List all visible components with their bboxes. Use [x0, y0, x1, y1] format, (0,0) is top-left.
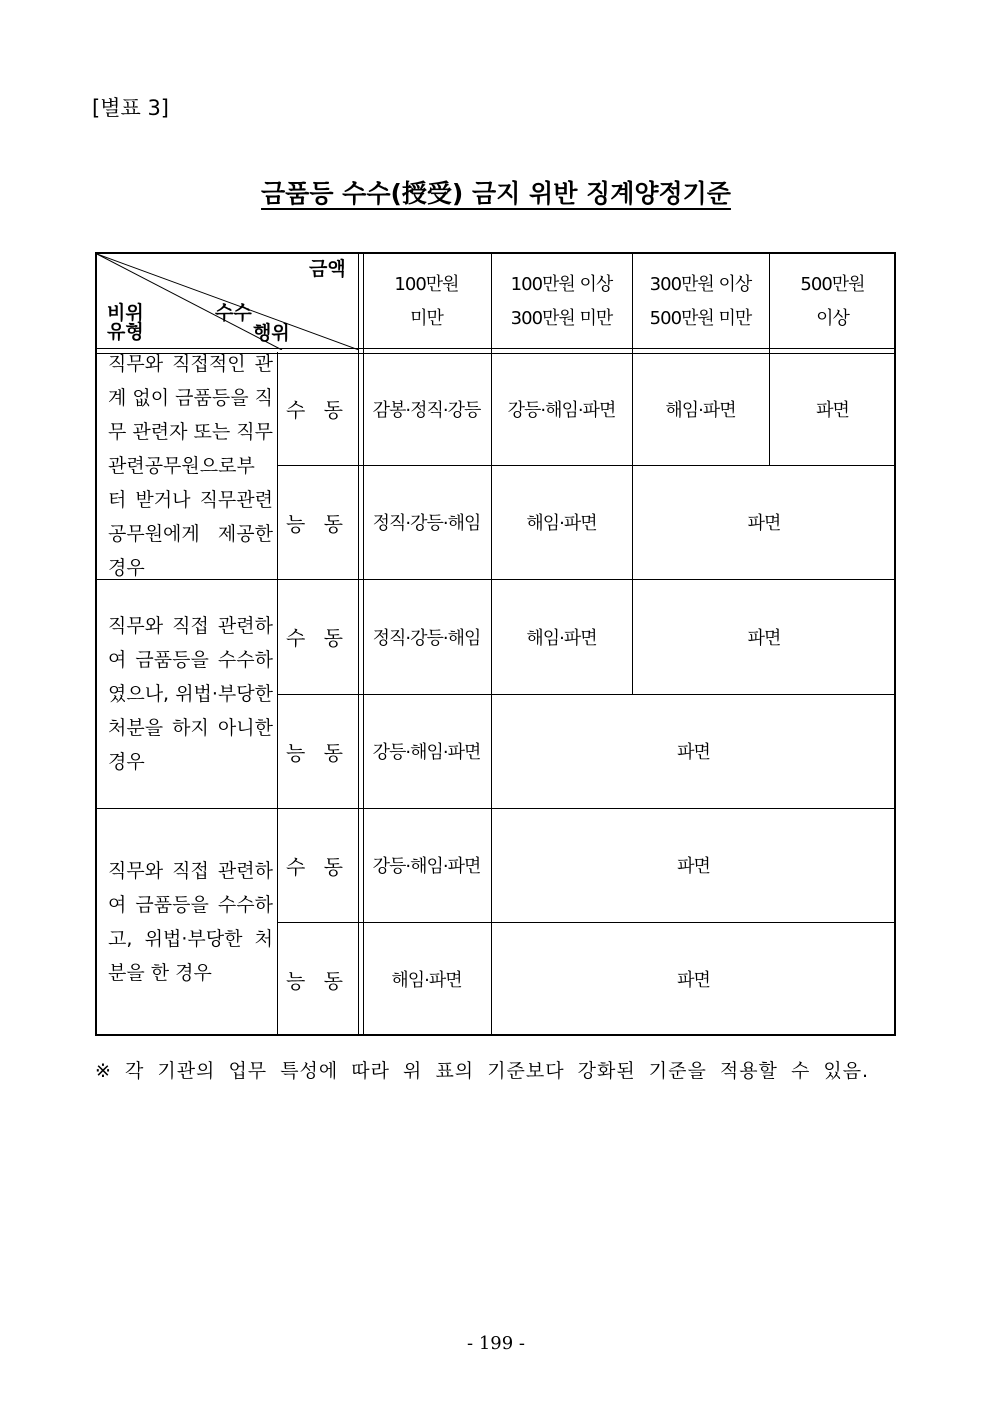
penalty-cell: 강등·해임·파면: [372, 856, 481, 877]
penalty-cell: 해임·파면: [391, 970, 462, 991]
penalty-cell: 해임·파면: [526, 627, 597, 649]
header-col-2: 100만원 이상 300만원 미만: [510, 274, 613, 329]
penalty-cell: 파면: [677, 970, 710, 991]
penalty-cell: 해임·파면: [526, 513, 597, 534]
footnote: ※ 각 기관의 업무 특성에 따라 위 표의 기준보다 강화된 기준을 적용할 수 있음.: [95, 1060, 870, 1082]
penalty-cell: 파면: [677, 856, 710, 877]
penalty-cell: 정직·강등·해임: [372, 627, 481, 649]
category-cell: 직무와 직접 관련하여 금품등을 수수하고, 위법·부당한 처분을 한 경우: [108, 860, 273, 984]
penalty-cell: 강등·해임·파면: [372, 742, 481, 763]
corner-act-label: 행위: [253, 322, 290, 344]
header-col-4: 500만원 이상: [800, 274, 865, 329]
corner-giving-label: 수수: [215, 302, 252, 324]
corner-type-top-label: 비위: [107, 302, 144, 324]
penalty-cell: 강등·해임·파면: [507, 399, 616, 421]
penalty-cell: 파면: [816, 399, 849, 421]
penalty-cell: 파면: [677, 742, 710, 763]
category-cell: 직무와 직접 관련하여 금품등을 수수하였으나, 위법·부당한 처분을 하지 아니한 경우: [108, 614, 273, 773]
corner-type-bottom-label: 유형: [107, 321, 144, 343]
act-cell: 능 동: [286, 740, 349, 765]
penalty-cell: 파면: [747, 627, 781, 649]
act-cell: 수 동: [286, 854, 349, 879]
discipline-table: [95, 252, 896, 1036]
penalty-cell: 감봉·정직·강등: [372, 399, 481, 421]
penalty-cell: 정직·강등·해임: [372, 513, 481, 534]
act-cell: 능 동: [286, 511, 349, 536]
page-title: 금품등 수수(授受) 금지 위반 징계양정기준: [261, 179, 731, 208]
page-number: - 199 -: [467, 1333, 525, 1354]
act-cell: 능 동: [286, 968, 349, 993]
act-cell: 수 동: [286, 626, 349, 650]
category-cell: 직무와 직접적인 관계 없이 금품등을 직무 관련자 또는 직무관련공무원으로부터 받거나 직무관련공무원에게 제공한 경우: [108, 352, 273, 579]
header-col-1: 100만원 미만: [394, 274, 459, 329]
header-col-3: 300만원 이상 500만원 미만: [649, 274, 752, 329]
annex-label: [별표 3]: [92, 96, 169, 120]
penalty-cell: 해임·파면: [665, 399, 736, 421]
penalty-cell: 파면: [747, 513, 781, 534]
corner-amount-label: 금액: [309, 258, 346, 280]
act-cell: 수 동: [286, 398, 349, 422]
